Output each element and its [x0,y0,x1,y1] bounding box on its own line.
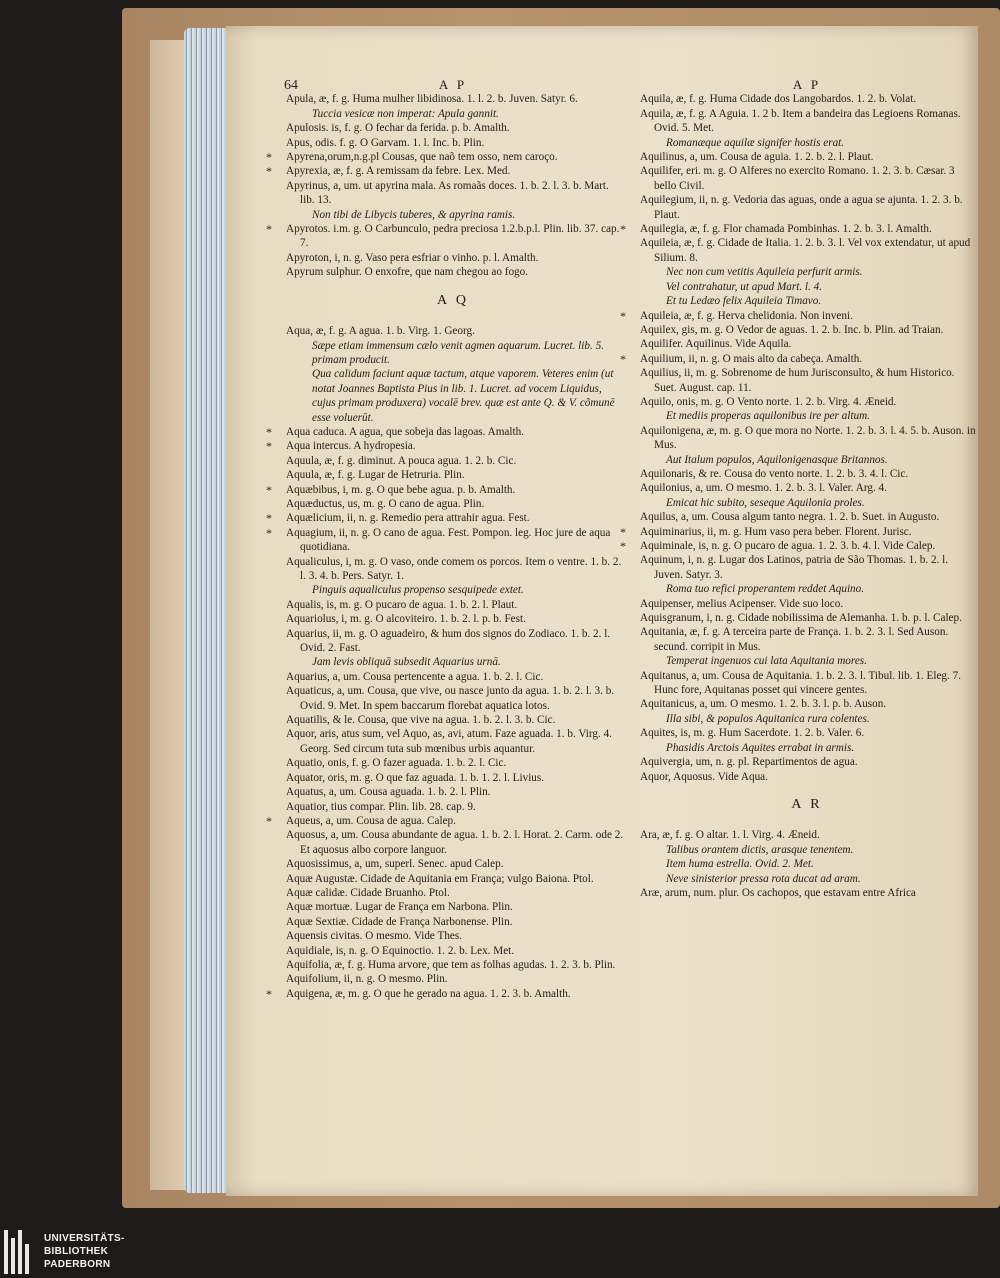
asterisk-icon: * [620,351,626,366]
quotation: Emicat hic subito, seseque Aquilonia proles. [666,496,865,509]
entry-text: Aquaticus, a, um. Cousa, que vive, ou nasce junto da agua. 1. b. 2. l. 3. b. Ovid. 9. Met. In spem baccarum florebat aquatica lotos. [286,685,615,712]
entry-text: Aquosus, a, um. Cousa abundante de agua. 1. b. 2. l. Horat. 2. Carm. ode 2. Et aquosus albo corpore languor. [286,829,624,856]
dictionary-entry [282,857,624,871]
entry-text: Aquula, æ, f. g. diminut. A pouca agua. 1. 2. b. Cic. [286,454,517,467]
dictionary-entry [282,900,624,914]
quotation: Non tibi de Libycis tuberes, & apyrina ramis. [312,208,516,221]
asterisk-icon: * [620,539,626,553]
dictionary-entry [282,454,624,468]
entry-text: Aqualis, is, m. g. O pucaro de agua. 1. b. 2. l. Plaut. [286,598,518,611]
entry-text: Aquilifer, eri. m. g. O Alferes no exercito Romano. 1. 2. 3. b. Cæsar. 3 bello Civil. [640,165,955,192]
entry-text: Aræ, arum, num. plur. Os cachopos, que estavam entre Africa [640,886,916,899]
dictionary-entry [282,785,624,799]
dictionary-entry [636,366,978,395]
entry-text: Aquator, oris, m. g. O que faz aguada. 1. b. 1. 2. l. Livius. [286,771,545,784]
dictionary-entry [636,886,978,900]
dictionary-entry [636,337,978,351]
dictionary-entry [282,324,624,338]
entry-text: Aquitanicus, a, um. O mesmo. 1. 2. b. 3. l. p. b. Auson. [640,698,887,711]
dictionary-entry [282,251,624,265]
entry-text: Aqualiculus, i, m. g. O vaso, onde comem os porcos. Item o ventre. 1. b. 2. l. 3. 4. b. Pers. Satyr. 1. [286,555,622,582]
dictionary-entry [620,351,978,366]
quotation: Romanæque aquilæ signifer hostis erat. [666,136,845,149]
dictionary-entry [636,481,978,495]
entry-text: Aquilo, onis, m. g. O Vento norte. 1. 2. b. Virg. 4. Æneid. [640,395,897,408]
entry-text: Aquitanus, a, um. Cousa de Aquitania. 1. b. 2. 3. l. Tibul. lib. 1. Eleg. 7. Hunc fore, Aquitanas posset qui vincere gentes. [640,669,962,697]
entry-text: Apulosis. is, f. g. O fechar da ferida. p. b. Amalth. [286,122,510,135]
entry-text: Aquigena, æ, m. g. O que he gerado na agua. 1. 2. 3. b. Amalth. [286,987,571,1000]
entry-text: Aquisgranum, i, n. g. Cidade nobilissima de Alemanha. 1. b. p. l. Calep. [640,612,962,625]
quotation: Vel contrahatur, ut apud Mart. l. 4. [666,280,822,293]
entry-text: Aquarius, a, um. Cousa pertencente a agua. 1. b. 2. l. Cic. [286,670,544,683]
quotation: Et mediis properas aquilonibus ire per altum. [666,410,870,423]
dictionary-entry [266,511,624,526]
asterisk-icon: * [266,424,272,439]
dictionary-entry [620,539,978,553]
dictionary-entry [282,136,624,150]
dictionary-entry [636,323,978,337]
asterisk-icon: * [266,439,272,454]
dictionary-entry [636,828,978,842]
running-head-left: A P [438,77,468,92]
page-number: 64 [284,78,298,93]
entry-text: Aquivergia, um, n. g. pl. Repartimentos de agua. [640,756,858,769]
entry-text: Aquilinus, a, um. Cousa de aguia. 1. 2. b. 2. l. Plaut. [640,151,874,164]
section-heading: A Q [437,292,469,308]
entry-text: Aquifolium, ii, n. g. O mesmo. Plin. [286,973,448,986]
asterisk-icon: * [266,813,272,828]
dictionary-entry [282,670,624,684]
dictionary-entry [636,467,978,481]
entry-text: Aquatior, tius compar. Plin. lib. 28. cap. 9. [286,800,476,813]
dictionary-entry [266,222,624,251]
dictionary-entry [636,164,978,193]
entry-text: Aquila, æ, f. g. A Aguia. 1. 2 b. Item a bandeira das Legioens Romanas. Ovid. 5. Met. [640,107,961,135]
quotation: Jam levis obliquā subsedit Aquarius urnā. [312,656,501,669]
dictionary-entry [266,525,624,555]
quotation: Neve sinisterior pressa rota ducat ad aram. [666,872,861,885]
dictionary-entry [636,611,978,625]
entry-text: Aquiminale, is, n. g. O pucaro de agua. 1. 2. 3. b. 4. l. Vide Calep. [640,540,936,552]
dictionary-entry [282,179,624,208]
entry-text: Apus, odis. f. g. O Garvam. 1. l. Inc. b. Plin. [286,136,485,149]
dictionary-entry [282,684,624,713]
right-column [620,77,978,900]
library-logo [4,1230,144,1274]
dictionary-entry [282,972,624,986]
dictionary-entry [620,308,978,323]
logo-line-3: PADERBORN [44,1259,111,1270]
dictionary-entry [636,770,978,784]
entry-text: Aquipenser, melius Acipenser. Vide suo loco. [640,597,844,610]
entry-text: Aquilonigena, æ, m. g. O que mora no Norte. 1. 2. b. 3. l. 4. 5. b. Auson. in Mus. [640,424,976,452]
entry-text: Aquidiale, is, n. g. O Equinoctio. 1. 2. b. Lex. Met. [286,944,515,957]
quotation: Qua calidum faciunt aquæ tactum, atque vaporem. Veteres enim (ut notat Joannes Baptista Pius in lib. 1. Lucret. ad vocem Liquidus, cujus primam produxera) vocalē brev. quæ est ante Q. & V. cõmunē esse voluerūt. [312,368,615,424]
page-edges [184,28,228,1193]
dictionary-entry [636,424,978,453]
asterisk-icon: * [266,164,272,179]
dictionary-entry [636,510,978,524]
entry-text: Aquatio, onis, f. g. O fazer aguada. 1. b. 2. l. Cic. [286,757,507,770]
dictionary-entry [282,944,624,958]
dictionary-entry [282,468,624,482]
entry-text: Aquæbibus, i, m. g. O que bebe agua. p. b. Amalth. [286,483,516,496]
dictionary-entry [636,553,978,582]
entry-text: Aquiminarius, ii, m. g. Hum vaso pera beber. Florent. Jurisc. [640,525,912,538]
asterisk-icon: * [620,222,626,237]
entry-text: Aquæ Augustæ. Cidade de Aquitania em França; vulgo Baiona. Ptol. [286,872,594,885]
asterisk-icon: * [266,525,272,540]
entry-text: Aquilegia, æ, f. g. Flor chamada Pombinhas. 1. 2. b. 3. l. Amalth. [640,223,932,236]
dictionary-entry [282,121,624,135]
entry-text: Aquula, æ, f. g. Lugar de Hetruria. Plin. [286,469,465,482]
entry-text: Aquilex, gis, m. g. O Vedor de aguas. 1. 2. b. Inc. b. Plin. ad Traian. [640,323,944,336]
entry-text: Aquilegium, ii, n. g. Vedoria das aguas, onde a agua se ajunta. 1. 2. 3. b. Plaut. [640,194,963,221]
quotation: Talibus orantem dictis, arasque tenentem. [666,843,854,856]
quotation: Roma tuo refici properantem reddet Aquino. [666,583,865,596]
dictionary-entry [266,986,624,1001]
entry-text: Aquæ calidæ. Cidade Bruanho. Ptol. [286,886,450,899]
dictionary-entry [282,598,624,612]
entry-text: Aqua intercus. A hydropesia. [286,440,416,453]
dictionary-entry [636,669,978,698]
dictionary-entry [636,597,978,611]
dictionary-entry [266,482,624,497]
entry-text: Aquor, Aquosus. Vide Aqua. [640,770,768,783]
dictionary-entry [620,222,978,237]
entry-text: Aqueus, a, um. Cousa de agua. Calep. [286,814,456,827]
dictionary-entry [282,828,624,857]
entry-text: Aquensis civitas. O mesmo. Vide Thes. [286,930,463,943]
quotation: Pinguis aqualiculus propenso sesquipede extet. [312,584,524,597]
entry-text: Apyrinus, a, um. ut apyrina mala. As romaãs doces. 1. b. 2. l. 3. b. Mart. lib. 13. [286,179,609,207]
quotation: Et tu Ledæo felix Aquileia Timavo. [666,295,822,308]
dictionary-entry [282,497,624,511]
entry-text: Apyrotos. i.m. g. O Carbunculo, pedra preciosa 1.2.b.p.l. Plin. lib. 37. cap. 7. [286,223,620,250]
entry-text: Aquila, æ, f. g. Huma Cidade dos Langobardos. 1. 2. b. Volat. [640,93,917,106]
dictionary-entry [266,150,624,165]
entry-text: Aquilifer. Aquilinus. Vide Aquila. [640,338,792,351]
entry-text: Aquor, aris, atus sum, vel Aquo, as, avi, atum. Faze aguada. 1. b. Virg. 4. Georg. Sed circum tuta sub mœnibus urbis aquantur. [286,728,612,755]
running-head-right: A P [792,77,822,92]
dictionary-entry [282,92,624,106]
entry-text: Aquatus, a, um. Cousa aguada. 1. b. 2. l. Plin. [286,786,491,799]
dictionary-entry [282,713,624,727]
logo-mark-icon [4,1230,30,1274]
entry-text: Aqua caduca. A agua, que sobeja das lagoas. Amalth. [286,425,524,438]
asterisk-icon: * [266,986,272,1001]
entry-text: Apyrena,orum,n.g.pl Cousas, que naõ tem osso, nem caroço. [286,151,558,164]
entry-text: Aquosissimus, a, um, superl. Senec. apud Calep. [286,858,504,871]
entry-text: Aquinum, i, n. g. Lugar dos Latinos, patria de São Thomas. 1. b. 2. l. Juven. Satyr. 3. [640,554,949,581]
dictionary-entry [282,555,624,584]
quotation: Tuccia vesicæ non imperat: Apula gannit. [312,107,499,120]
dictionary-entry [636,193,978,222]
dictionary-entry [266,164,624,179]
dictionary-entry [636,395,978,409]
dictionary-entry [282,800,624,814]
entry-text: Apula, æ, f. g. Huma mulher libidinosa. 1. l. 2. b. Juven. Satyr. 6. [286,93,578,106]
logo-line-2: BIBLIOTHEK [44,1246,109,1257]
entry-text: Apyrexia, æ, f. g. A remissam da febre. Lex. Med. [286,165,511,178]
dictionary-entry [282,265,624,279]
entry-text: Aquilonius, a, um. O mesmo. 1. 2. b. 3. l. Valer. Arg. 4. [640,482,887,495]
dictionary-entry [282,756,624,770]
dictionary-entry [282,929,624,943]
entry-text: Aquarius, ii, m. g. O aguadeiro, & hum dos signos do Zodiaco. 1. b. 2. l. Ovid. 2. Fast. [286,627,611,655]
quotation: Temperat ingenuos cui lata Aquitania mores. [666,655,867,668]
entry-text: Aquilonaris, & re. Cousa do vento norte. 1. 2. b. 3. 4. l. Cic. [640,467,909,480]
entry-text: Aquites, is, m. g. Hum Sacerdote. 1. 2. b. Valer. 6. [640,727,865,740]
dictionary-entry [636,150,978,164]
dictionary-entry [636,107,978,136]
dictionary-entry [282,915,624,929]
section-heading: A R [791,796,823,812]
entry-text: Aquifolia, æ, f. g. Huma arvore, que tem as folhas agudas. 1. 2. 3. b. Plin. [286,958,616,971]
entry-text: Aquilius, ii, m. g. Sobrenome de hum Jurisconsulto, & hum Historico. Suet. August. cap. 11. [640,367,955,394]
logo-line-1: UNIVERSITÄTS- [44,1233,125,1244]
entry-text: Aquælicium, ii, n. g. Remedio pera attrahir agua. Fest. [286,512,530,525]
quotation: Phasidis Arctois Aquites errabat in armis. [666,741,855,754]
asterisk-icon: * [620,308,626,323]
entry-text: Aquilium, ii, n. g. O mais alto da cabeça. Amalth. [640,352,863,365]
entry-text: Aquatilis, & le. Cousa, que vive na agua. 1. b. 2. l. 3. b. Cic. [286,714,556,727]
dictionary-entry [636,625,978,654]
asterisk-icon: * [266,150,272,165]
dictionary-entry [282,958,624,972]
dictionary-entry [282,627,624,656]
dictionary-entry [282,872,624,886]
dictionary-entry [266,424,624,439]
entry-text: Aquilus, a, um. Cousa algum tanto negra. 1. 2. b. Suet. in Augusto. [640,511,940,524]
dictionary-entry [636,697,978,711]
entry-text: Aquæ Sextiæ. Cidade de França Narbonense. Plin. [286,915,513,928]
asterisk-icon: * [266,511,272,526]
entry-text: Aquileia, æ, f. g. Cidade de Italia. 1. 2. b. 3. l. Vel vox extendatur, ut apud Silium. 8. [640,237,971,264]
entry-text: Aquitania, æ, f. g. A terceira parte de França. 1. b. 2. 3. l. Sed Auson. secund. corripit in Mus. [640,626,949,653]
dictionary-entry [636,755,978,769]
dictionary-entry [636,92,978,106]
quotation: Nec non cum vetitis Aquileia perfurit armis. [666,266,863,279]
dictionary-entry [282,771,624,785]
dictionary-entry [266,439,624,454]
quotation: Aut Italum populos, Aquilonigenasque Britannos. [666,453,888,466]
dictionary-entry [620,524,978,539]
dictionary-entry [266,813,624,828]
left-column [266,77,624,1001]
entry-text: Aquagium, ii, n. g. O cano de agua. Fest. Pompon. leg. Hoc jure de aqua quotidiana. [286,526,611,554]
entry-text: Apyroton, i, n. g. Vaso pera esfriar o vinho. p. l. Amalth. [286,251,539,264]
entry-text: Aquileia, æ, f. g. Herva chelidonia. Non inveni. [640,309,853,322]
logo-text [44,1232,125,1271]
quotation: Sæpe etiam immensum cælo venit agmen aquarum. Lucret. lib. 5. primam producit. [312,339,604,366]
entry-text: Aquariolus, i, m. g. O alcoviteiro. 1. b. 2. l. p. b. Fest. [286,613,526,626]
quotation: Illa sibi, & populos Aquitanica rura colentes. [666,712,870,725]
entry-text: Aquæ mortuæ. Lugar de França em Narbona. Plin. [286,901,513,914]
entry-text: Ara, æ, f. g. O altar. 1. l. Virg. 4. Æneid. [640,829,820,842]
dictionary-entry [282,727,624,756]
dictionary-entry [282,886,624,900]
asterisk-icon: * [266,222,272,237]
dictionary-entry [636,726,978,740]
quotation: Item huma estrella. Ovid. 2. Met. [666,858,814,871]
dictionary-entry [636,236,978,265]
dictionary-entry [282,612,624,626]
entry-text: Apyrum sulphur. O enxofre, que nam chegou ao fogo. [286,266,529,279]
entry-text: Aquæductus, us, m. g. O cano de agua. Plin. [286,497,485,510]
entry-text: Aqua, æ, f. g. A agua. 1. b. Virg. 1. Georg. [286,325,475,338]
asterisk-icon: * [620,524,626,539]
asterisk-icon: * [266,482,272,497]
